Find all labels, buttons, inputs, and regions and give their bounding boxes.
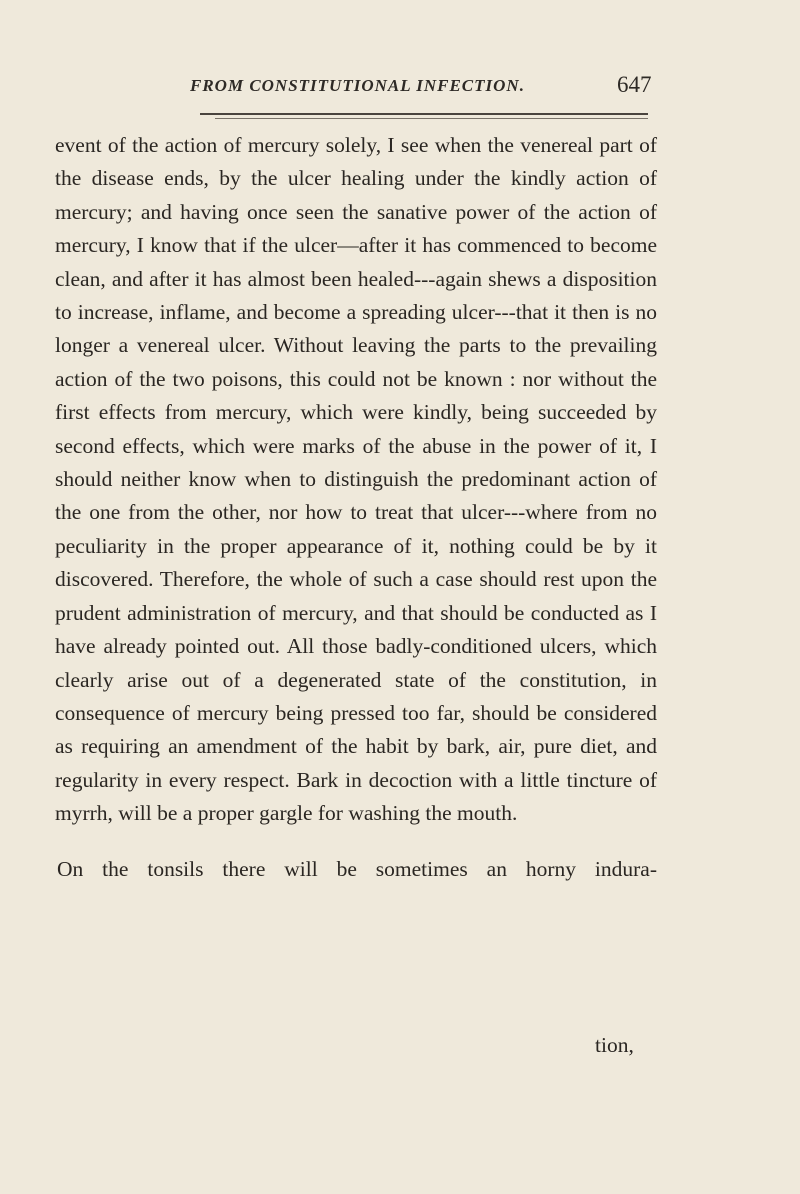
body-text: [55, 129, 657, 886]
paragraph: event of the action of mercury solely, I see when the venereal part of the disease ends, by the ulcer healing under the kindly action of mercury; and having once seen the sanative power of the action of mercury, I know that if the ulcer—after it has commenced to become clean, and after it has almost been healed---again shews a disposition to increase, inflame, and become a spreading ulcer---that it then is no longer a venereal ulcer. Without leaving the parts to the prevailing action of the two poisons, this could not be known : nor without the first effects from mercury, which were kindly, being succeeded by second effects, which were marks of the abuse in the power of it, I should neither know when to distinguish the predominant action of the one from the other, nor how to treat that ulcer---where from no peculiarity in the proper appearance of it, nothing could be by it discovered. Therefore, the whole of such a case should rest upon the prudent administration of mercury, and that should be conducted as I have already pointed out. All those badly-conditioned ulcers, which clearly arise out of a degenerated state of the constitution, in consequence of mercury being pressed too far, should be considered as requiring an amendment of the habit by bark, air, pure diet, and regularity in every respect. Bark in decoction with a little tincture of myrrh, will be a proper gargle for washing the mouth.: [55, 133, 657, 826]
page-number: 647: [617, 72, 652, 97]
header-rule: [200, 113, 648, 115]
header-rule-thin: [215, 118, 648, 119]
running-head: FROM CONSTITUTIONAL INFECTION.: [190, 76, 525, 95]
catchword: tion,: [595, 1033, 634, 1057]
paragraph: On the tonsils there will be sometimes an horny indura-: [57, 856, 657, 881]
